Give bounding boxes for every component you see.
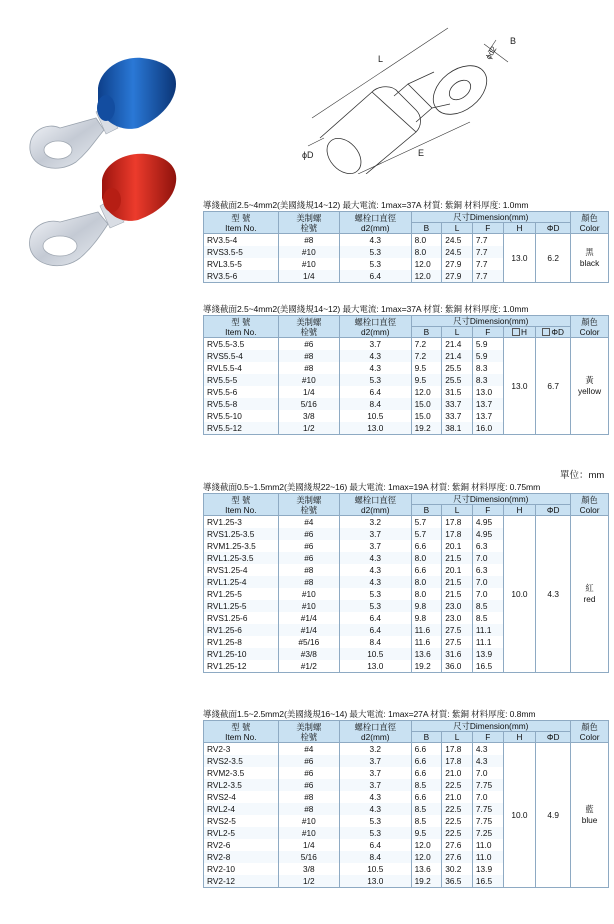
checkbox-icon	[542, 328, 550, 336]
header-B: B	[411, 505, 442, 516]
header-color: 顏色 Color	[571, 494, 609, 516]
header-screw: 美制螺 栓號	[278, 494, 339, 516]
header-d2: 螺栓口直徑 d2(mm)	[339, 721, 411, 743]
merged-color: 藍 blue	[571, 743, 609, 888]
table-row: RV2-6 1/4 6.4 12.0 27.6 11.0	[204, 839, 609, 851]
header-D: ΦD	[536, 732, 571, 743]
header-F: F	[472, 327, 503, 338]
header-item: 型 號 Item No.	[204, 316, 279, 338]
label-d2: ϕd2	[483, 44, 499, 61]
section-caption: 導綫截面0.5~1.5mm2(美國綫規22~16) 最大電流: 1max=19A 材質: 紫銅 材料厚度: 0.75mm	[203, 482, 541, 492]
table-row: RV1.25-12 #1/2 13.0 19.2 36.0 16.5	[204, 660, 609, 673]
spec-section-yellow	[203, 303, 614, 435]
merged-color: 黃 yellow	[571, 338, 609, 435]
spec-table	[203, 315, 609, 435]
table-row: RV1.25-8 #5/16 8.4 11.6 27.5 11.1	[204, 636, 609, 648]
header-item: 型 號 Item No.	[204, 212, 279, 234]
header-dimension: 尺寸Dimension(mm)	[411, 721, 571, 732]
table-row: RV1.25-5 #10 5.3 8.0 21.5 7.0	[204, 588, 609, 600]
spec-table	[203, 493, 609, 673]
table-row: RVL2-3.5 #6 3.7 8.5 22.5 7.75	[204, 779, 609, 791]
header-D: ΦD	[536, 223, 571, 234]
table-row: RVM2-3.5 #6 3.7 6.6 21.0 7.0	[204, 767, 609, 779]
spec-section-red	[203, 481, 614, 673]
spec-table	[203, 720, 609, 888]
table-row: RVS3.5-5 #10 5.3 8.0 24.5 7.7	[204, 246, 609, 258]
table-row: RV1.25-6 #1/4 6.4 11.6 27.5 11.1	[204, 624, 609, 636]
table-row: RV5.5-12 1/2 13.0 19.2 38.1 16.0	[204, 422, 609, 435]
table-row: RV5.5-10 3/8 10.5 15.0 33.7 13.7	[204, 410, 609, 422]
dimension-diagram	[298, 26, 534, 174]
merged-D: 4.3	[536, 516, 571, 673]
table-row: RV1.25-3 #4 3.2 5.7 17.8 4.95 10.0 4.3 紅 red	[204, 516, 609, 529]
table-row: RV3.5-6 1/4 6.4 12.0 27.9 7.7	[204, 270, 609, 283]
checkbox-icon	[512, 328, 520, 336]
header-dimension: 尺寸Dimension(mm)	[411, 316, 571, 327]
header-H: H	[503, 223, 536, 234]
table-row: RVS1.25-3.5 #6 3.7 5.7 17.8 4.95	[204, 528, 609, 540]
table-row: RV5.5-6 1/4 6.4 12.0 31.5 13.0	[204, 386, 609, 398]
red-terminal-image	[29, 154, 176, 266]
spec-section-black	[203, 199, 614, 283]
label-D: ϕD	[302, 150, 314, 160]
table-row: RVL2-4 #8 4.3 8.5 22.5 7.75	[204, 803, 609, 815]
merged-color: 紅 red	[571, 516, 609, 673]
label-B: B	[510, 36, 517, 46]
section-caption: 導綫截面1.5~2.5mm2(美國綫規16~14) 最大電流: 1max=27A 材質: 紫銅 材料厚度: 0.8mm	[203, 709, 536, 719]
table-row: RVS2-4 #8 4.3 6.6 21.0 7.0	[204, 791, 609, 803]
table-row: RV5.5-3.5 #6 3.7 7.2 21.4 5.9 13.0 6.7 黃 yellow	[204, 338, 609, 351]
header-item: 型 號 Item No.	[204, 721, 279, 743]
header-H: H	[503, 505, 536, 516]
header-color: 顏色 Color	[571, 316, 609, 338]
header-D: ΦD	[536, 505, 571, 516]
merged-D: 6.7	[536, 338, 571, 435]
header-d2: 螺栓口直徑 d2(mm)	[339, 494, 411, 516]
header-F: F	[472, 223, 503, 234]
merged-H: 13.0	[503, 234, 536, 283]
table-row: RV1.25-10 #3/8 10.5 13.6 31.6 13.9	[204, 648, 609, 660]
table-row: RVL1.25-5 #10 5.3 9.8 23.0 8.5	[204, 600, 609, 612]
table-row: RVS1.25-6 #1/4 6.4 9.8 23.0 8.5	[204, 612, 609, 624]
section-caption: 導綫截面2.5~4mm2(美國綫規14~12) 最大電流: 1max=37A 材質: 紫銅 材料厚度: 1.0mm	[203, 304, 529, 314]
table-row: RV5.5-5 #10 5.3 9.5 25.5 8.3	[204, 374, 609, 386]
merged-H: 10.0	[503, 516, 536, 673]
header-item: 型 號 Item No.	[204, 494, 279, 516]
header-L: L	[442, 732, 473, 743]
label-E: E	[418, 148, 425, 158]
unit-note: 單位：mm	[560, 470, 605, 481]
header-H: H	[503, 327, 536, 338]
table-row: RV2-8 5/16 8.4 12.0 27.6 11.0	[204, 851, 609, 863]
table-row: RV2-3 #4 3.2 6.6 17.8 4.3 10.0 4.9 藍 blue	[204, 743, 609, 756]
table-row: RVM1.25-3.5 #6 3.7 6.6 20.1 6.3	[204, 540, 609, 552]
blue-terminal-image	[30, 58, 176, 168]
merged-D: 4.9	[536, 743, 571, 888]
header-B: B	[411, 223, 442, 234]
table-row: RV2-10 3/8 10.5 13.6 30.2 13.9	[204, 863, 609, 875]
header-B: B	[411, 327, 442, 338]
header-L: L	[442, 223, 473, 234]
header-dimension: 尺寸Dimension(mm)	[411, 212, 571, 223]
header-screw: 美制螺 栓號	[278, 212, 339, 234]
header-B: B	[411, 732, 442, 743]
header-L: L	[442, 505, 473, 516]
table-row: RVS2-3.5 #6 3.7 6.6 17.8 4.3	[204, 755, 609, 767]
spec-section-blue	[203, 708, 614, 888]
merged-D: 6.2	[536, 234, 571, 283]
header-d2: 螺栓口直徑 d2(mm)	[339, 316, 411, 338]
spec-table	[203, 211, 609, 283]
table-row: RVL1.25-3.5 #6 4.3 8.0 21.5 7.0	[204, 552, 609, 564]
header-screw: 美制螺 栓號	[278, 316, 339, 338]
product-photo	[0, 0, 200, 300]
merged-color: 黑 black	[571, 234, 609, 283]
header-screw: 美制螺 栓號	[278, 721, 339, 743]
header-color: 顏色 Color	[571, 721, 609, 743]
header-dimension: 尺寸Dimension(mm)	[411, 494, 571, 505]
table-row: RVL5.5-4 #8 4.3 9.5 25.5 8.3	[204, 362, 609, 374]
label-L: L	[378, 54, 384, 64]
table-row: RV2-12 1/2 13.0 19.2 36.5 16.5	[204, 875, 609, 888]
header-color: 顏色 Color	[571, 212, 609, 234]
header-F: F	[472, 505, 503, 516]
table-row: RV3.5-4 #8 4.3 8.0 24.5 7.7 13.0 6.2 黑 black	[204, 234, 609, 247]
header-D: ΦD	[536, 327, 571, 338]
table-row: RV5.5-8 5/16 8.4 15.0 33.7 13.7	[204, 398, 609, 410]
header-H: H	[503, 732, 536, 743]
merged-H: 10.0	[503, 743, 536, 888]
merged-H: 13.0	[503, 338, 536, 435]
table-row: RVS1.25-4 #8 4.3 6.6 20.1 6.3	[204, 564, 609, 576]
table-row: RVS5.5-4 #8 4.3 7.2 21.4 5.9	[204, 350, 609, 362]
section-caption: 導綫截面2.5~4mm2(美國綫規14~12) 最大電流: 1max=37A 材質: 紫銅 材料厚度: 1.0mm	[203, 200, 529, 210]
header-d2: 螺栓口直徑 d2(mm)	[339, 212, 411, 234]
table-row: RVL1.25-4 #8 4.3 8.0 21.5 7.0	[204, 576, 609, 588]
table-row: RVS2-5 #10 5.3 8.5 22.5 7.75	[204, 815, 609, 827]
header-F: F	[472, 732, 503, 743]
header-L: L	[442, 327, 473, 338]
table-row: RVL3.5-5 #10 5.3 12.0 27.9 7.7	[204, 258, 609, 270]
table-row: RVL2-5 #10 5.3 9.5 22.5 7.25	[204, 827, 609, 839]
